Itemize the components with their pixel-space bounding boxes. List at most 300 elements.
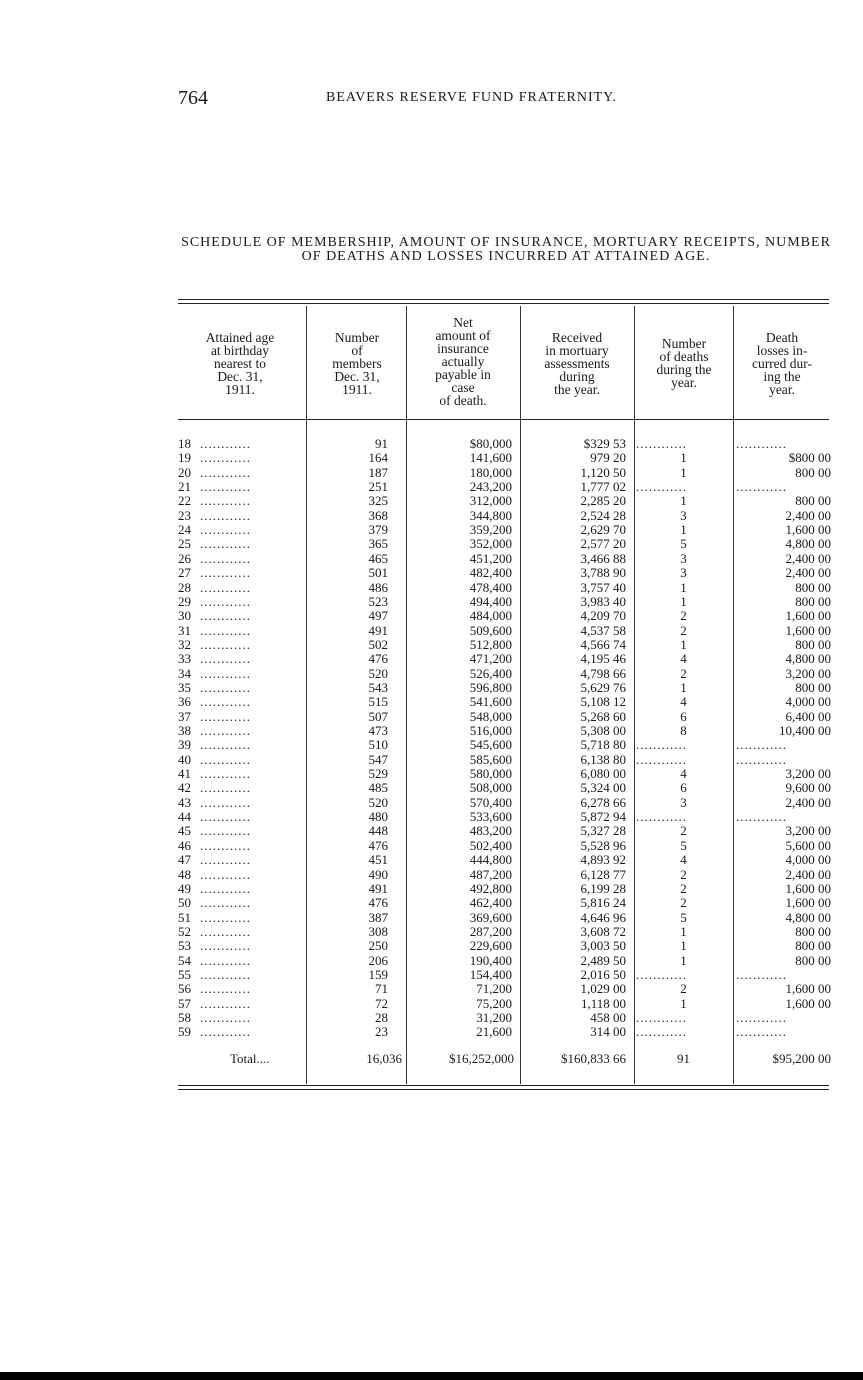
cell-insurance: 21,600 bbox=[476, 1024, 512, 1040]
cell-insurance: 548,000 bbox=[469, 708, 512, 724]
cell-received: 5,308 00 bbox=[580, 723, 626, 738]
cell-members: 187 bbox=[368, 464, 388, 480]
cell-insurance: 451,200 bbox=[469, 550, 512, 566]
table-bottom-rule-2 bbox=[178, 1089, 829, 1090]
age-value: 21 bbox=[178, 479, 191, 495]
leader-dots: ............ bbox=[200, 479, 251, 495]
cell-losses: 3,200 00 bbox=[785, 823, 831, 839]
cell-insurance: 75,200 bbox=[476, 995, 512, 1011]
empty-cell-dots: ............ bbox=[736, 1024, 787, 1040]
cell-losses: 4,000 00 bbox=[785, 694, 831, 710]
leader-dots: ............ bbox=[200, 608, 251, 624]
table-top-rule bbox=[178, 299, 829, 300]
cell-losses: 2,400 00 bbox=[785, 794, 831, 810]
cell-received: 2,489 50 bbox=[580, 952, 626, 968]
cell-deaths: 1 bbox=[680, 938, 687, 954]
cell-members: 379 bbox=[368, 522, 388, 538]
empty-cell-dots: ............ bbox=[636, 737, 687, 753]
cell-received: 2,524 28 bbox=[580, 507, 626, 523]
total-received: $160,833 66 bbox=[561, 1051, 626, 1066]
leader-dots: ............ bbox=[200, 651, 251, 667]
cell-received: 4,566 74 bbox=[580, 636, 626, 652]
cell-members: 529 bbox=[368, 766, 388, 782]
page-number: 764 bbox=[178, 87, 208, 109]
leader-dots: ............ bbox=[200, 622, 251, 638]
cell-insurance: 502,400 bbox=[469, 837, 512, 853]
age-value: 26 bbox=[178, 550, 191, 566]
cell-received: 6,080 00 bbox=[580, 766, 626, 782]
leader-dots: ............ bbox=[200, 837, 251, 853]
total-losses: $95,200 00 bbox=[772, 1051, 831, 1066]
leader-dots: ............ bbox=[200, 809, 251, 825]
cell-insurance: 545,600 bbox=[469, 737, 512, 753]
cell-deaths: 3 bbox=[680, 565, 687, 581]
cell-insurance: 570,400 bbox=[469, 794, 512, 810]
cell-received: 4,195 46 bbox=[580, 651, 626, 667]
leader-dots: ............ bbox=[200, 995, 251, 1011]
leader-dots: ............ bbox=[200, 923, 251, 939]
cell-received: 3,608 72 bbox=[580, 923, 626, 939]
cell-received: 1,029 00 bbox=[580, 981, 626, 997]
cell-members: 251 bbox=[368, 479, 388, 495]
cell-deaths: 1 bbox=[680, 522, 687, 538]
column-separator bbox=[406, 306, 407, 1084]
cell-insurance: 533,600 bbox=[469, 809, 512, 825]
cell-losses: 3,200 00 bbox=[785, 766, 831, 782]
age-value: 46 bbox=[178, 837, 191, 853]
cell-losses: $800 00 bbox=[788, 450, 831, 466]
cell-insurance: 352,000 bbox=[469, 536, 512, 552]
leader-dots: ............ bbox=[200, 766, 251, 782]
cell-received: 314 00 bbox=[590, 1024, 626, 1040]
cell-received: 5,327 28 bbox=[580, 823, 626, 839]
leader-dots: ............ bbox=[200, 464, 251, 480]
age-value: 54 bbox=[178, 952, 191, 968]
table-top-rule-2 bbox=[178, 303, 829, 304]
cell-members: 448 bbox=[368, 823, 388, 839]
cell-insurance: 487,200 bbox=[469, 866, 512, 882]
cell-received: 1,118 00 bbox=[580, 995, 626, 1011]
cell-members: 476 bbox=[368, 651, 388, 667]
cell-insurance: 541,600 bbox=[469, 694, 512, 710]
leader-dots: ............ bbox=[200, 507, 251, 523]
cell-received: 458 00 bbox=[590, 1010, 626, 1025]
total-insurance: $16,252,000 bbox=[449, 1051, 514, 1066]
cell-insurance: 516,000 bbox=[469, 723, 512, 738]
cell-insurance: 484,000 bbox=[469, 608, 512, 624]
leader-dots: ............ bbox=[200, 679, 251, 695]
cell-deaths: 6 bbox=[680, 780, 687, 796]
age-value: 40 bbox=[178, 751, 191, 767]
age-value: 50 bbox=[178, 895, 191, 911]
empty-cell-dots: ............ bbox=[736, 479, 787, 495]
age-value: 19 bbox=[178, 450, 191, 466]
cell-members: 325 bbox=[368, 493, 388, 509]
cell-deaths: 1 bbox=[680, 450, 687, 466]
cell-insurance: 585,600 bbox=[469, 751, 512, 767]
cell-received: 6,199 28 bbox=[580, 880, 626, 896]
schedule-title: SCHEDULE OF MEMBERSHIP, AMOUNT OF INSURANCE, MORTUARY RECEIPTS, NUMBER OF DEATHS AND LOSSES INCURRED AT ATTAINED AGE. bbox=[181, 235, 831, 264]
cell-received: 5,718 80 bbox=[580, 737, 626, 753]
leader-dots: ............ bbox=[200, 536, 251, 552]
cell-deaths: 5 bbox=[680, 837, 687, 853]
age-value: 27 bbox=[178, 565, 191, 581]
cell-members: 510 bbox=[368, 737, 388, 753]
empty-cell-dots: ............ bbox=[736, 966, 787, 982]
cell-deaths: 1 bbox=[680, 636, 687, 652]
empty-cell-dots: ............ bbox=[636, 1010, 687, 1025]
age-value: 42 bbox=[178, 780, 191, 796]
age-value: 36 bbox=[178, 694, 191, 710]
leader-dots: ............ bbox=[200, 708, 251, 724]
column-header-deaths: Number of deaths during the year. bbox=[656, 336, 712, 390]
running-head: BEAVERS RESERVE FUND FRATERNITY. bbox=[326, 90, 617, 105]
cell-deaths: 2 bbox=[680, 665, 687, 681]
cell-losses: 2,400 00 bbox=[785, 550, 831, 566]
age-value: 37 bbox=[178, 708, 191, 724]
age-value: 45 bbox=[178, 823, 191, 839]
cell-members: 159 bbox=[368, 966, 388, 982]
cell-members: 490 bbox=[368, 866, 388, 882]
cell-deaths: 2 bbox=[680, 880, 687, 896]
column-header-received: Received in mortuary assessments during the year. bbox=[544, 330, 610, 397]
age-value: 29 bbox=[178, 593, 191, 609]
cell-insurance: 190,400 bbox=[469, 952, 512, 968]
cell-members: 91 bbox=[375, 436, 388, 451]
cell-deaths: 1 bbox=[680, 995, 687, 1011]
cell-losses: 4,800 00 bbox=[785, 536, 831, 552]
cell-deaths: 1 bbox=[680, 952, 687, 968]
cell-members: 308 bbox=[368, 923, 388, 939]
cell-losses: 800 00 bbox=[795, 493, 831, 509]
age-value: 38 bbox=[178, 723, 191, 738]
cell-insurance: 512,800 bbox=[469, 636, 512, 652]
cell-deaths: 2 bbox=[680, 981, 687, 997]
cell-insurance: 229,600 bbox=[469, 938, 512, 954]
age-value: 30 bbox=[178, 608, 191, 624]
age-value: 43 bbox=[178, 794, 191, 810]
column-header-insurance: Net amount of insurance actually payable in case of death. bbox=[435, 315, 491, 408]
age-value: 55 bbox=[178, 966, 191, 982]
empty-cell-dots: ............ bbox=[736, 737, 787, 753]
cell-losses: 1,600 00 bbox=[785, 880, 831, 896]
leader-dots: ............ bbox=[200, 1010, 251, 1025]
cell-received: 4,209 70 bbox=[580, 608, 626, 624]
cell-losses: 1,600 00 bbox=[785, 895, 831, 911]
cell-losses: 4,000 00 bbox=[785, 852, 831, 868]
cell-insurance: 483,200 bbox=[469, 823, 512, 839]
cell-members: 491 bbox=[368, 880, 388, 896]
empty-cell-dots: ............ bbox=[736, 436, 787, 451]
age-value: 24 bbox=[178, 522, 191, 538]
cell-members: 491 bbox=[368, 622, 388, 638]
cell-members: 250 bbox=[368, 938, 388, 954]
cell-received: 2,285 20 bbox=[580, 493, 626, 509]
cell-deaths: 2 bbox=[680, 622, 687, 638]
leader-dots: ............ bbox=[200, 952, 251, 968]
cell-members: 476 bbox=[368, 837, 388, 853]
cell-received: 5,324 00 bbox=[580, 780, 626, 796]
total-members: 16,036 bbox=[366, 1051, 402, 1066]
age-value: 33 bbox=[178, 651, 191, 667]
cell-members: 164 bbox=[368, 450, 388, 466]
column-separator bbox=[733, 306, 734, 1084]
cell-received: 1,120 50 bbox=[580, 464, 626, 480]
cell-deaths: 4 bbox=[680, 852, 687, 868]
leader-dots: ............ bbox=[200, 636, 251, 652]
cell-received: 4,537 58 bbox=[580, 622, 626, 638]
cell-members: 465 bbox=[368, 550, 388, 566]
age-value: 58 bbox=[178, 1010, 191, 1025]
column-separator bbox=[520, 306, 521, 1084]
cell-losses: 800 00 bbox=[795, 679, 831, 695]
cell-insurance: 482,400 bbox=[469, 565, 512, 581]
cell-losses: 1,600 00 bbox=[785, 622, 831, 638]
cell-losses: 2,400 00 bbox=[785, 565, 831, 581]
cell-received: 5,268 60 bbox=[580, 708, 626, 724]
cell-deaths: 6 bbox=[680, 708, 687, 724]
leader-dots: ............ bbox=[200, 880, 251, 896]
leader-dots: ............ bbox=[200, 823, 251, 839]
age-value: 22 bbox=[178, 493, 191, 509]
cell-members: 501 bbox=[368, 565, 388, 581]
cell-age bbox=[178, 1024, 298, 1040]
cell-members: 520 bbox=[368, 794, 388, 810]
cell-insurance: 344,800 bbox=[469, 507, 512, 523]
cell-losses: 2,400 00 bbox=[785, 866, 831, 882]
empty-cell-dots: ............ bbox=[736, 1010, 787, 1025]
cell-deaths: 4 bbox=[680, 694, 687, 710]
cell-losses: 1,600 00 bbox=[785, 995, 831, 1011]
age-value: 31 bbox=[178, 622, 191, 638]
cell-deaths: 1 bbox=[680, 579, 687, 595]
cell-received: 3,003 50 bbox=[580, 938, 626, 954]
age-value: 32 bbox=[178, 636, 191, 652]
age-value: 23 bbox=[178, 507, 191, 523]
cell-insurance: $80,000 bbox=[469, 436, 512, 451]
cell-losses: 800 00 bbox=[795, 464, 831, 480]
empty-cell-dots: ............ bbox=[636, 966, 687, 982]
age-value: 35 bbox=[178, 679, 191, 695]
cell-deaths: 2 bbox=[680, 895, 687, 911]
leader-dots: ............ bbox=[200, 751, 251, 767]
cell-losses: 10,400 00 bbox=[779, 723, 831, 738]
cell-received: 979 20 bbox=[590, 450, 626, 466]
age-value: 34 bbox=[178, 665, 191, 681]
column-header-members: Number of members Dec. 31, 1911. bbox=[332, 330, 382, 397]
cell-received: 3,788 90 bbox=[580, 565, 626, 581]
leader-dots: ............ bbox=[200, 694, 251, 710]
cell-deaths: 2 bbox=[680, 866, 687, 882]
leader-dots: ............ bbox=[200, 909, 251, 925]
cell-deaths: 1 bbox=[680, 493, 687, 509]
table-bottom-rule bbox=[178, 1085, 829, 1086]
empty-cell-dots: ............ bbox=[636, 1024, 687, 1040]
leader-dots: ............ bbox=[200, 852, 251, 868]
cell-deaths: 5 bbox=[680, 536, 687, 552]
cell-insurance: 492,800 bbox=[469, 880, 512, 896]
age-value: 41 bbox=[178, 766, 191, 782]
age-value: 57 bbox=[178, 995, 191, 1011]
cell-members: 543 bbox=[368, 679, 388, 695]
cell-insurance: 509,600 bbox=[469, 622, 512, 638]
cell-insurance: 444,800 bbox=[469, 852, 512, 868]
cell-members: 547 bbox=[368, 751, 388, 767]
column-separator bbox=[306, 306, 307, 1084]
leader-dots: ............ bbox=[200, 565, 251, 581]
leader-dots: ............ bbox=[200, 493, 251, 509]
leader-dots: ............ bbox=[200, 794, 251, 810]
cell-losses: 800 00 bbox=[795, 579, 831, 595]
cell-losses: 9,600 00 bbox=[785, 780, 831, 796]
empty-cell-dots: ............ bbox=[736, 751, 787, 767]
cell-received: 5,108 12 bbox=[580, 694, 626, 710]
cell-losses: 800 00 bbox=[795, 952, 831, 968]
cell-received: $329 53 bbox=[583, 436, 626, 451]
cell-insurance: 471,200 bbox=[469, 651, 512, 667]
cell-members: 206 bbox=[368, 952, 388, 968]
cell-deaths: 2 bbox=[680, 608, 687, 624]
age-value: 20 bbox=[178, 464, 191, 480]
cell-deaths: 1 bbox=[680, 923, 687, 939]
cell-received: 4,798 66 bbox=[580, 665, 626, 681]
leader-dots: ............ bbox=[200, 737, 251, 753]
cell-insurance: 580,000 bbox=[469, 766, 512, 782]
cell-losses: 4,800 00 bbox=[785, 651, 831, 667]
cell-insurance: 180,000 bbox=[469, 464, 512, 480]
cell-insurance: 526,400 bbox=[469, 665, 512, 681]
leader-dots: ............ bbox=[200, 895, 251, 911]
cell-members: 486 bbox=[368, 579, 388, 595]
leader-dots: ............ bbox=[200, 550, 251, 566]
age-value: 28 bbox=[178, 579, 191, 595]
cell-insurance: 71,200 bbox=[476, 981, 512, 997]
cell-members: 520 bbox=[368, 665, 388, 681]
cell-members: 515 bbox=[368, 694, 388, 710]
cell-insurance: 508,000 bbox=[469, 780, 512, 796]
empty-cell-dots: ............ bbox=[636, 436, 687, 451]
header-bottom-rule bbox=[178, 419, 829, 420]
age-value: 47 bbox=[178, 852, 191, 868]
cell-insurance: 462,400 bbox=[469, 895, 512, 911]
cell-insurance: 287,200 bbox=[469, 923, 512, 939]
age-value: 51 bbox=[178, 909, 191, 925]
leader-dots: ............ bbox=[200, 450, 251, 466]
cell-insurance: 494,400 bbox=[469, 593, 512, 609]
leader-dots: ............ bbox=[200, 522, 251, 538]
cell-members: 71 bbox=[375, 981, 388, 997]
cell-members: 451 bbox=[368, 852, 388, 868]
cell-received: 2,629 70 bbox=[580, 522, 626, 538]
cell-losses: 1,600 00 bbox=[785, 608, 831, 624]
cell-losses: 800 00 bbox=[795, 938, 831, 954]
cell-insurance: 369,600 bbox=[469, 909, 512, 925]
age-value: 49 bbox=[178, 880, 191, 896]
cell-members: 485 bbox=[368, 780, 388, 796]
cell-received: 3,757 40 bbox=[580, 579, 626, 595]
age-value: 53 bbox=[178, 938, 191, 954]
cell-deaths: 8 bbox=[680, 723, 687, 738]
cell-members: 480 bbox=[368, 809, 388, 825]
cell-deaths: 1 bbox=[680, 464, 687, 480]
cell-insurance: 596,800 bbox=[469, 679, 512, 695]
cell-members: 72 bbox=[375, 995, 388, 1011]
cell-received: 6,128 77 bbox=[580, 866, 626, 882]
column-header-age: Attained age at birthday nearest to Dec. 31, 1911. bbox=[205, 330, 275, 397]
cell-losses: 800 00 bbox=[795, 593, 831, 609]
leader-dots: ............ bbox=[200, 780, 251, 796]
cell-members: 387 bbox=[368, 909, 388, 925]
cell-insurance: 154,400 bbox=[469, 966, 512, 982]
cell-deaths: 1 bbox=[680, 679, 687, 695]
empty-cell-dots: ............ bbox=[636, 751, 687, 767]
age-value: 39 bbox=[178, 737, 191, 753]
cell-insurance: 243,200 bbox=[469, 479, 512, 495]
cell-received: 3,466 88 bbox=[580, 550, 626, 566]
cell-deaths: 3 bbox=[680, 507, 687, 523]
cell-received: 2,016 50 bbox=[580, 966, 626, 982]
empty-cell-dots: ............ bbox=[736, 809, 787, 825]
cell-losses: 800 00 bbox=[795, 923, 831, 939]
leader-dots: ............ bbox=[200, 593, 251, 609]
cell-insurance: 478,400 bbox=[469, 579, 512, 595]
scan-edge-strip bbox=[0, 1372, 863, 1380]
cell-received: 5,528 96 bbox=[580, 837, 626, 853]
cell-members: 523 bbox=[368, 593, 388, 609]
cell-deaths: 1 bbox=[680, 593, 687, 609]
empty-cell-dots: ............ bbox=[636, 809, 687, 825]
cell-losses: 800 00 bbox=[795, 636, 831, 652]
cell-deaths: 2 bbox=[680, 823, 687, 839]
cell-received: 4,646 96 bbox=[580, 909, 626, 925]
cell-losses: 2,400 00 bbox=[785, 507, 831, 523]
leader-dots: ............ bbox=[200, 1024, 251, 1040]
cell-members: 28 bbox=[375, 1010, 388, 1025]
cell-received: 5,872 94 bbox=[580, 809, 626, 825]
cell-insurance: 31,200 bbox=[476, 1010, 512, 1025]
cell-losses: 4,800 00 bbox=[785, 909, 831, 925]
cell-received: 5,629 76 bbox=[580, 679, 626, 695]
leader-dots: ............ bbox=[200, 966, 251, 982]
cell-deaths: 4 bbox=[680, 651, 687, 667]
age-value: 18 bbox=[178, 436, 191, 451]
total-label: Total.... bbox=[230, 1051, 270, 1066]
leader-dots: ............ bbox=[200, 981, 251, 997]
cell-received: 4,893 92 bbox=[580, 852, 626, 868]
leader-dots: ............ bbox=[200, 723, 251, 738]
cell-received: 6,278 66 bbox=[580, 794, 626, 810]
total-deaths: 91 bbox=[677, 1051, 690, 1066]
cell-members: 368 bbox=[368, 507, 388, 523]
leader-dots: ............ bbox=[200, 579, 251, 595]
column-header-losses: Death losses in- curred dur- ing the year. bbox=[751, 330, 813, 397]
age-value: 52 bbox=[178, 923, 191, 939]
cell-losses: 5,600 00 bbox=[785, 837, 831, 853]
column-separator bbox=[634, 306, 635, 1084]
cell-members: 473 bbox=[368, 723, 388, 738]
cell-deaths: 5 bbox=[680, 909, 687, 925]
cell-members: 365 bbox=[368, 536, 388, 552]
cell-members: 502 bbox=[368, 636, 388, 652]
age-value: 48 bbox=[178, 866, 191, 882]
cell-members: 476 bbox=[368, 895, 388, 911]
cell-received: 1,777 02 bbox=[580, 479, 626, 495]
cell-deaths: 3 bbox=[680, 794, 687, 810]
cell-deaths: 4 bbox=[680, 766, 687, 782]
cell-members: 497 bbox=[368, 608, 388, 624]
empty-cell-dots: ............ bbox=[636, 479, 687, 495]
leader-dots: ............ bbox=[200, 436, 251, 451]
